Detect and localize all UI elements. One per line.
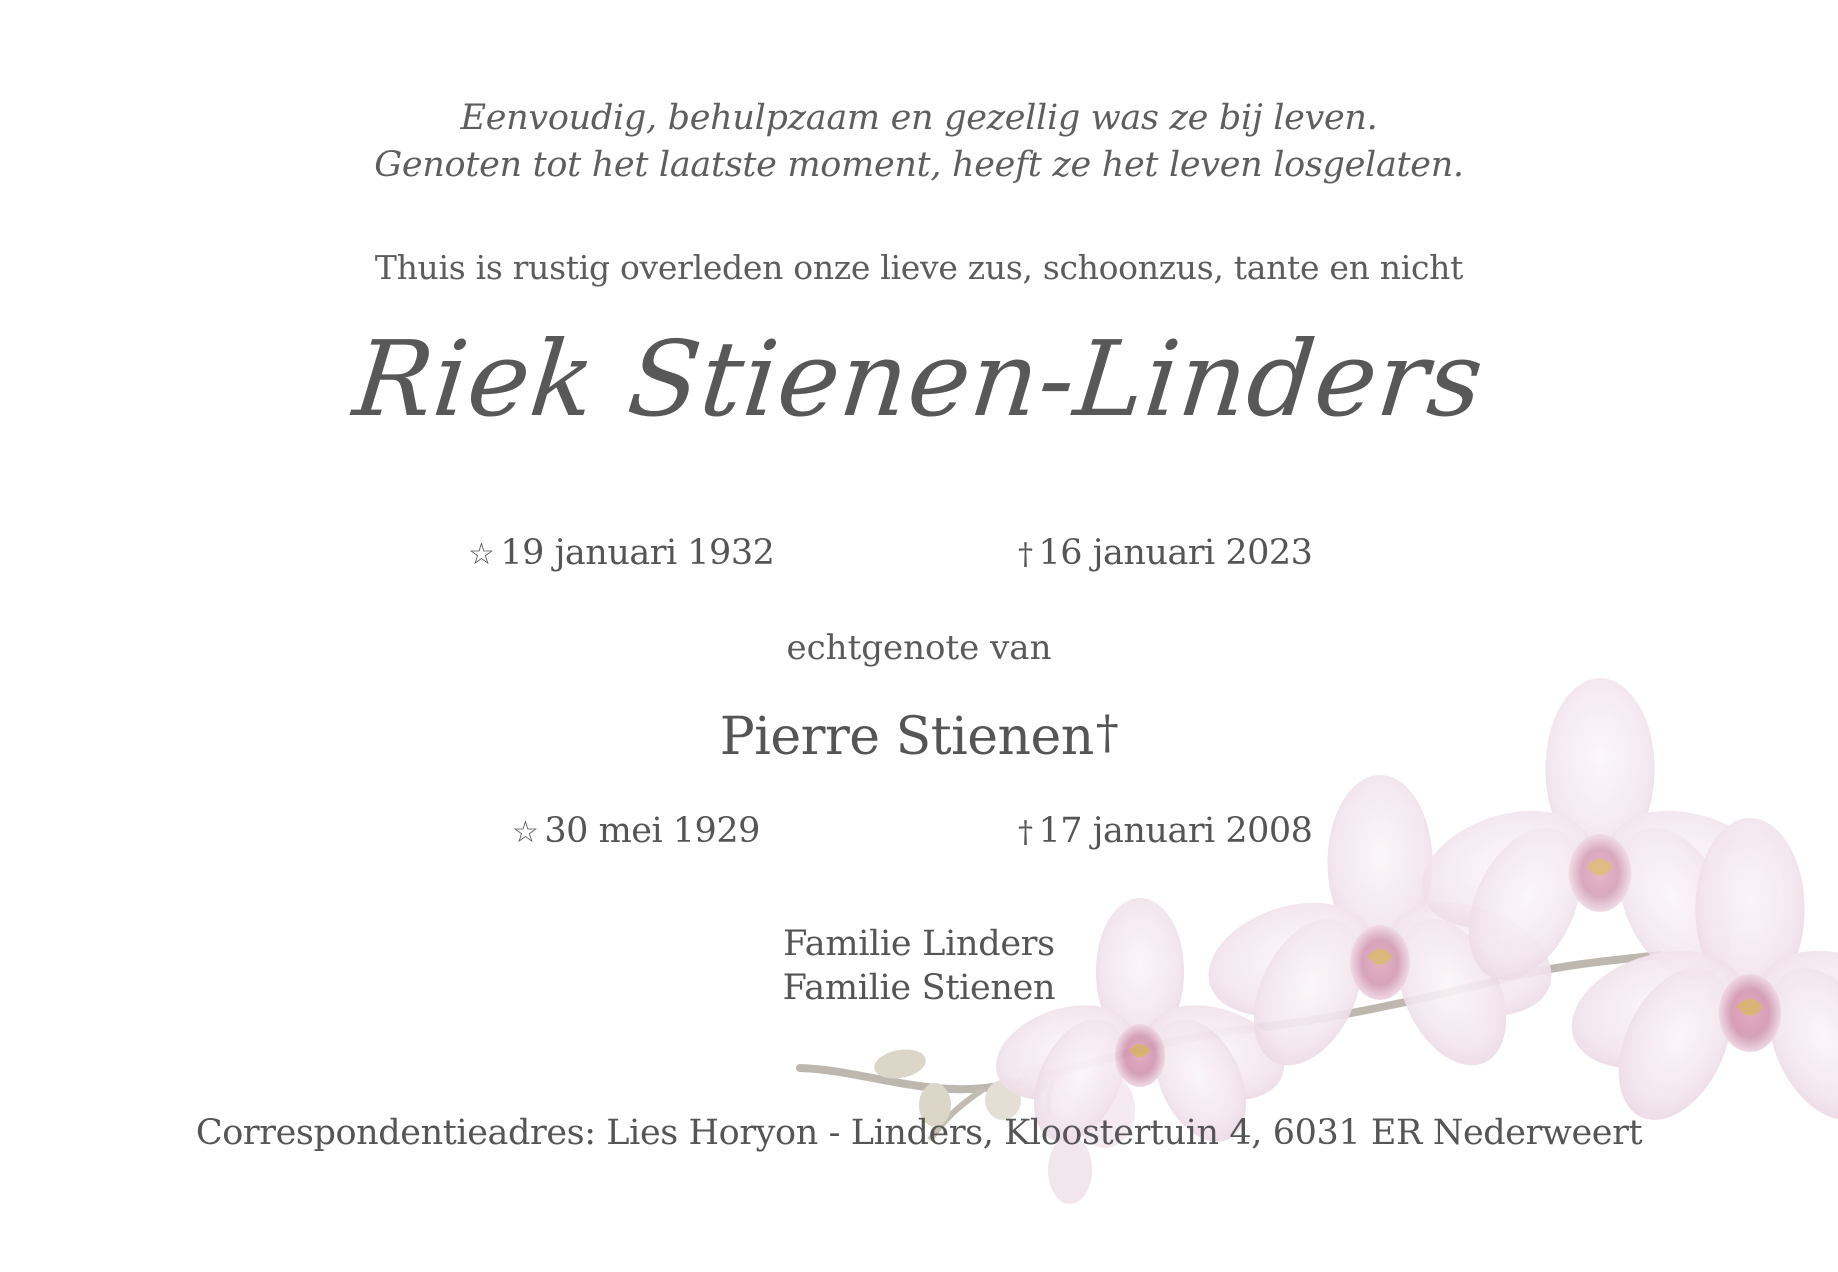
cross-icon: † (1018, 815, 1033, 850)
cross-icon: † (1018, 537, 1033, 572)
family-name-2: Familie Stienen (782, 968, 1056, 1008)
spouse-name-text: Pierre Stienen (719, 707, 1094, 767)
spouse-label: echtgenote van (786, 628, 1052, 668)
motto-line-2: Genoten tot het laatste moment, heeft ze het leven losgelaten. (374, 145, 1464, 185)
deceased-birth-text: 19 januari 1932 (500, 533, 775, 573)
cross-icon: † (1095, 705, 1119, 759)
spouse-death-date (1018, 811, 1312, 851)
correspondence-address: Correspondentieadres: Lies Horyon - Linders, Kloostertuin 4, 6031 ER Nederweert (195, 1113, 1643, 1153)
spouse-birth-date (512, 811, 760, 851)
deceased-birth-date (468, 533, 774, 573)
deceased-death-date (1018, 533, 1312, 573)
star-icon: ☆ (512, 815, 539, 850)
family-name-1: Familie Linders (783, 924, 1055, 964)
motto-line-1: Eenvoudig, behulpzaam en gezellig was ze bij leven. (460, 98, 1378, 138)
deceased-name: Riek Stienen-Linders (348, 318, 1490, 440)
spouse-name (0, 705, 1838, 767)
announcement-intro: Thuis is rustig overleden onze lieve zus, schoonzus, tante en nicht (374, 248, 1464, 287)
deceased-death-text: 16 januari 2023 (1038, 533, 1313, 573)
spouse-birth-text: 30 mei 1929 (544, 811, 760, 851)
star-icon: ☆ (468, 537, 495, 572)
spouse-death-text: 17 januari 2008 (1038, 811, 1313, 851)
